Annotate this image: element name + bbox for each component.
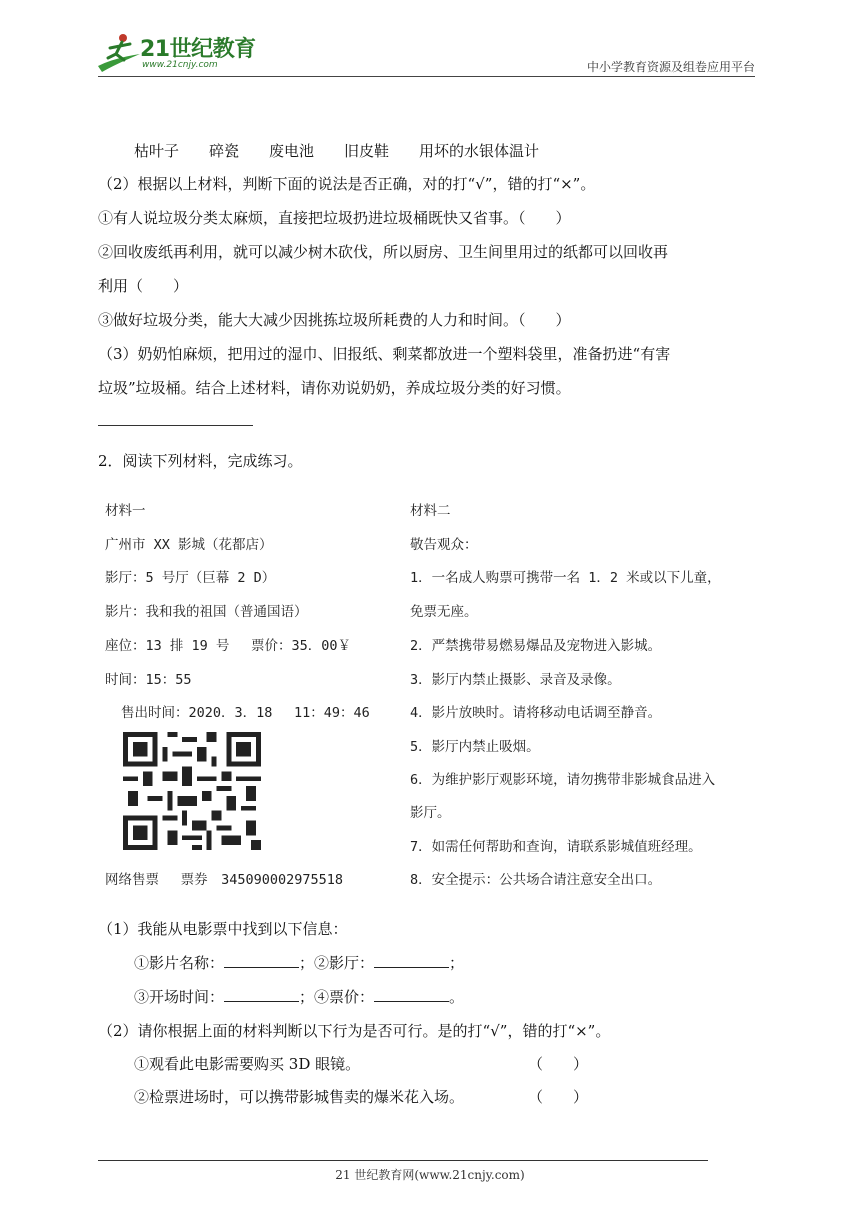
platform-name: 中小学教育资源及组卷应用平台 [586, 60, 755, 74]
materials-list: 枯叶子 碎瓷 废电池 旧皮鞋 用坏的水银体温计 [134, 142, 540, 160]
movie-name-blank[interactable] [224, 953, 299, 968]
notice-rule: 影厅。 [410, 805, 451, 821]
notice-rule: 免票无座。 [410, 604, 478, 620]
q2-title: 2．阅读下列材料，完成练习。 [98, 452, 303, 470]
q1-part2-item3: ③做好垃圾分类，能大大减少因挑拣垃圾所耗费的人力和时间。（ ） [98, 311, 571, 329]
logo-text: 21世纪教育 [140, 37, 256, 62]
notice-greeting: 敬告观众： [410, 537, 478, 553]
hall-blank[interactable] [374, 953, 449, 968]
runner-logo-icon [96, 30, 142, 74]
q2-part2-item1: ①观看此电影需要购买 3D 眼镜。 [134, 1055, 361, 1073]
ticket-cinema: 广州市 XX 影城（花都店） [105, 537, 273, 553]
q2-part2-title: （2）请你根据上面的材料判断以下行为是否可行。是的打“√”，错的打“×”。 [98, 1022, 611, 1040]
price-blank[interactable] [374, 987, 449, 1002]
ticket-time: 时间：15：55 [105, 672, 192, 688]
q2-part2-item1-paren: （ ） [528, 1055, 589, 1073]
answer-line [98, 425, 253, 426]
q1-part2-item2a: ②回收废纸再利用，就可以减少树木砍伐，所以厨房、卫生间里用过的纸都可以回收再 [98, 243, 669, 261]
q2-part2-item2: ②检票进场时，可以携带影城售卖的爆米花入场。 [134, 1088, 465, 1106]
footer-text: 21 世纪教育网(www.21cnjy.com) [335, 1168, 525, 1182]
q2-part1-title: （1）我能从电影票中找到以下信息： [98, 920, 348, 938]
ticket-number: 网络售票 票券 345090002975518 [105, 872, 344, 888]
material2-heading: 材料二 [410, 503, 451, 519]
q1-part2-item2b: 利用（ ） [98, 277, 189, 295]
q2-part1-row2: ③开场时间： ；④票价： 。 [134, 988, 465, 1006]
notice-rule: 3．影厅内禁止摄影、录音及录像。 [410, 672, 621, 688]
q1-part3-line2: 垃圾”垃圾桶。结合上述材料，请你劝说奶奶，养成垃圾分类的好习惯。 [98, 379, 571, 397]
ticket-hall: 影厅：5 号厅（巨幕 2 D） [105, 570, 276, 586]
header-divider [98, 76, 755, 77]
q2-part2-item2-paren: （ ） [528, 1088, 589, 1106]
notice-rule: 1．一名成人购票可携带一名 1．2 米或以下儿童， [410, 570, 721, 586]
notice-rule: 6．为维护影厅观影环境，请勿携带非影城食品进入 [410, 772, 716, 788]
logo-url: www.21cnjy.com [142, 60, 218, 70]
ticket-seat-price: 座位：13 排 19 号 票价：35．00￥ [105, 638, 352, 654]
ticket-movie: 影片：我和我的祖国（普通国语） [105, 604, 308, 620]
footer-divider [98, 1160, 708, 1161]
notice-rule: 7．如需任何帮助和查询，请联系影城值班经理。 [410, 839, 702, 855]
qr-code-icon [122, 732, 262, 850]
start-time-blank[interactable] [224, 987, 299, 1002]
notice-rule: 8．安全提示：公共场合请注意安全出口。 [410, 872, 662, 888]
q1-part2-title: （2）根据以上材料，判断下面的说法是否正确，对的打“√”，错的打“×”。 [98, 175, 596, 193]
q1-part2-item1: ①有人说垃圾分类太麻烦，直接把垃圾扔进垃圾桶既快又省事。（ ） [98, 209, 571, 227]
site-logo [96, 30, 266, 78]
notice-rule: 5．影厅内禁止吸烟。 [410, 739, 540, 755]
notice-rule: 4．影片放映时。请将移动电话调至静音。 [410, 705, 662, 721]
q2-part1-row1: ①影片名称： ；②影厅： ； [134, 954, 465, 972]
ticket-sold-time: 售出时间：2020．3．18 11：49：46 [121, 705, 370, 721]
material1-heading: 材料一 [105, 503, 146, 519]
q1-part3-line1: （3）奶奶怕麻烦，把用过的湿巾、旧报纸、剩菜都放进一个塑料袋里，准备扔进“有害 [98, 345, 671, 363]
notice-rule: 2．严禁携带易燃易爆品及宠物进入影城。 [410, 638, 662, 654]
